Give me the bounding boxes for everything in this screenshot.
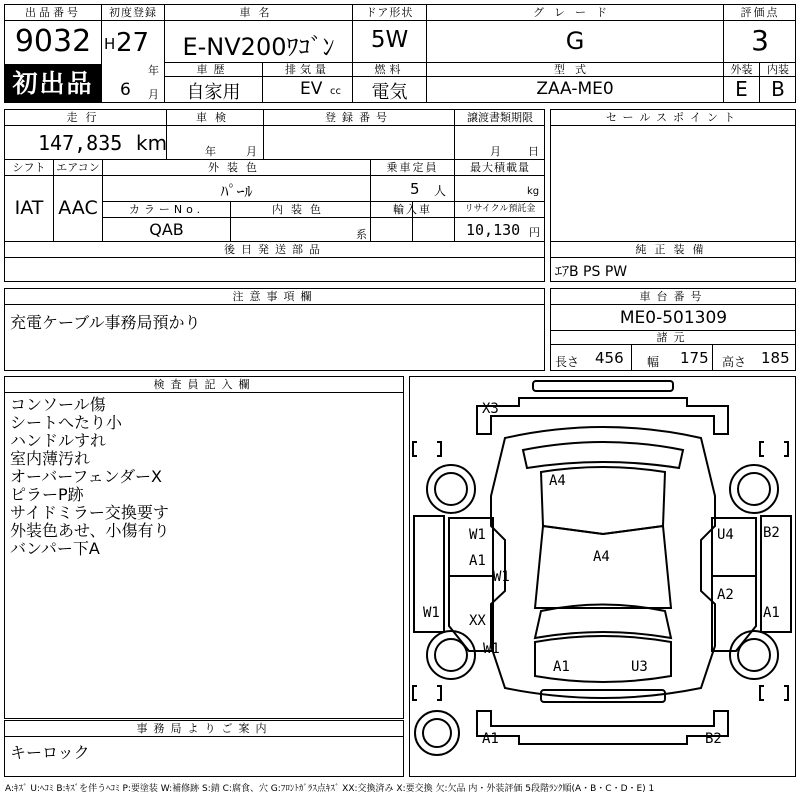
first-reg-month: 6 bbox=[120, 80, 131, 100]
transfer-label: 譲渡書類期限 bbox=[467, 111, 533, 124]
inspector-note: 外装色あせ、小傷有り bbox=[10, 521, 170, 540]
door-type: 5W bbox=[370, 27, 409, 53]
width-label: 幅 bbox=[647, 355, 660, 369]
color-label: 外装色 bbox=[208, 161, 265, 174]
max-load-label: 最大積載量 bbox=[470, 161, 530, 174]
transfer-day-unit: 日 bbox=[528, 145, 539, 158]
first-reg-year: 27 bbox=[116, 28, 150, 58]
damage-mark: A2 bbox=[717, 587, 734, 603]
caution-note: 充電ケーブル事務局預かり bbox=[10, 313, 201, 332]
score-label: 評価点 bbox=[740, 6, 780, 19]
chassis-number: ME0-501309 bbox=[619, 308, 728, 328]
caution-label: 注意事項欄 bbox=[232, 290, 318, 303]
era-mark: H bbox=[104, 35, 116, 53]
first-listing-badge: 初出品 bbox=[5, 65, 101, 102]
damage-mark: XX bbox=[469, 613, 486, 629]
length-label: 長さ bbox=[555, 355, 580, 369]
damage-mark: W1 bbox=[469, 527, 486, 543]
office-note: キーロック bbox=[10, 743, 90, 762]
model-label: 型式 bbox=[554, 63, 596, 76]
damage-mark: W1 bbox=[483, 641, 500, 657]
shift-label: シフト bbox=[12, 161, 46, 174]
damage-mark: U3 bbox=[631, 659, 648, 675]
capacity-label: 乗車定員 bbox=[386, 161, 439, 174]
mileage-label: 走行 bbox=[66, 111, 105, 124]
lot-no-label: 出品番号 bbox=[25, 6, 81, 19]
inspector-note: シートへたり小 bbox=[10, 413, 123, 432]
capacity: 5 bbox=[410, 180, 420, 198]
lot-no: 9032 bbox=[14, 24, 92, 59]
inspector-note: 室内薄汚れ bbox=[10, 449, 91, 468]
car-name-label: 車名 bbox=[239, 6, 278, 19]
import-label: 輸入車 bbox=[393, 203, 432, 216]
mileage-unit: km bbox=[136, 131, 168, 155]
door-label: ドア形状 bbox=[365, 6, 414, 19]
inspector-label: 検査員記入欄 bbox=[153, 378, 256, 391]
damage-mark: A1 bbox=[482, 731, 499, 747]
int-grade-label: 内装 bbox=[767, 63, 789, 76]
ext-grade-label: 外装 bbox=[730, 63, 753, 76]
legend: A:ｷｽﾞ U:ﾍｺﾐ B:ｷｽﾞを伴うﾍｺﾐ P:要塗装 W:補修跡 S:錆 C:腐食、穴 G:ﾌﾛﾝﾄｶﾞﾗｽ点ｷｽﾞ XX:交換済み X:要交換 欠:欠品 内・外装評価 5段階ﾗﾝｸ順(A・B・C・D・E) 1 bbox=[5, 784, 655, 794]
inspector-note: オーバーフェンダーX bbox=[10, 467, 162, 486]
first-reg-label: 初度登録 bbox=[109, 6, 157, 19]
displacement: EV bbox=[300, 79, 323, 99]
shift: IAT bbox=[14, 197, 44, 219]
damage-mark: W1 bbox=[493, 569, 510, 585]
month-unit: 月 bbox=[148, 88, 159, 101]
inspection-label: 車検 bbox=[196, 111, 234, 124]
int-color-suffix: 系 bbox=[356, 228, 367, 241]
inspection-year-unit: 年 bbox=[205, 145, 216, 158]
year-unit: 年 bbox=[148, 64, 159, 77]
inspector-note: バンパー下A bbox=[10, 539, 100, 558]
width: 175 bbox=[680, 349, 709, 367]
reg-no-label: 登録番号 bbox=[325, 111, 393, 124]
inspector-note: ピラーP跡 bbox=[10, 485, 84, 504]
displacement-label: 排気量 bbox=[285, 63, 330, 76]
damage-mark: A1 bbox=[763, 605, 780, 621]
inspector-note: ハンドルすれ bbox=[10, 431, 107, 450]
damage-mark: W1 bbox=[423, 605, 440, 621]
damage-mark: B2 bbox=[705, 731, 722, 747]
score: 3 bbox=[751, 24, 769, 57]
equipment: ｴｱB PS PW bbox=[555, 264, 628, 280]
grade: G bbox=[565, 27, 585, 55]
int-color-label: 内装色 bbox=[272, 203, 329, 216]
ac-label: エアコン bbox=[56, 161, 100, 174]
int-grade: B bbox=[771, 77, 785, 101]
height-label: 高さ bbox=[722, 355, 747, 369]
chassis-label: 車台番号 bbox=[639, 290, 708, 303]
fuel-label: 燃料 bbox=[374, 63, 405, 76]
damage-mark: A4 bbox=[549, 473, 566, 489]
displacement-unit: cc bbox=[330, 86, 341, 97]
car-diagram-drawing bbox=[409, 376, 796, 777]
sales-point-label: セールスポイント bbox=[605, 111, 741, 124]
damage-mark: U4 bbox=[717, 527, 734, 543]
damage-mark: A1 bbox=[469, 553, 486, 569]
model: ZAA-ME0 bbox=[536, 79, 614, 99]
recycle-unit: 円 bbox=[529, 226, 540, 239]
damage-mark: A4 bbox=[593, 549, 610, 565]
inspector-note: コンソール傷 bbox=[10, 395, 106, 414]
history: 自家用 bbox=[186, 82, 241, 103]
equipment-label: 純正装備 bbox=[635, 243, 712, 256]
damage-mark: X3 bbox=[482, 401, 499, 417]
recycle-fee: 10,130 bbox=[466, 221, 521, 239]
inspector-note: サイドミラー交換要す bbox=[10, 503, 169, 522]
recycle-label: リサイクル預託金 bbox=[464, 204, 536, 214]
specs-label: 諸元 bbox=[656, 331, 691, 344]
damage-mark: A1 bbox=[553, 659, 570, 675]
color-no-label: カラーNo. bbox=[128, 203, 205, 216]
color-no: QAB bbox=[149, 220, 184, 239]
history-label: 車歴 bbox=[196, 63, 231, 76]
mileage: 147,835 bbox=[38, 131, 123, 155]
color: ﾊﾟｰﾙ bbox=[220, 182, 253, 201]
inspector-notes bbox=[10, 396, 170, 558]
car-name: E-NV200ﾜｺﾞﾝ bbox=[182, 33, 335, 61]
max-load-unit: kg bbox=[527, 186, 540, 197]
ac: AAC bbox=[58, 197, 98, 219]
damage-mark: B2 bbox=[763, 525, 780, 541]
height: 185 bbox=[761, 349, 790, 367]
office-label: 事務局よりご案内 bbox=[136, 722, 273, 735]
later-parts-label: 後日発送部品 bbox=[224, 243, 326, 256]
transfer-month-unit: 月 bbox=[490, 145, 501, 158]
capacity-unit: 人 bbox=[434, 184, 447, 198]
fuel: 電気 bbox=[371, 82, 408, 103]
inspection-month-unit: 月 bbox=[246, 145, 257, 158]
length: 456 bbox=[595, 349, 624, 367]
grade-label: グレード bbox=[533, 6, 617, 19]
ext-grade: E bbox=[735, 77, 748, 101]
